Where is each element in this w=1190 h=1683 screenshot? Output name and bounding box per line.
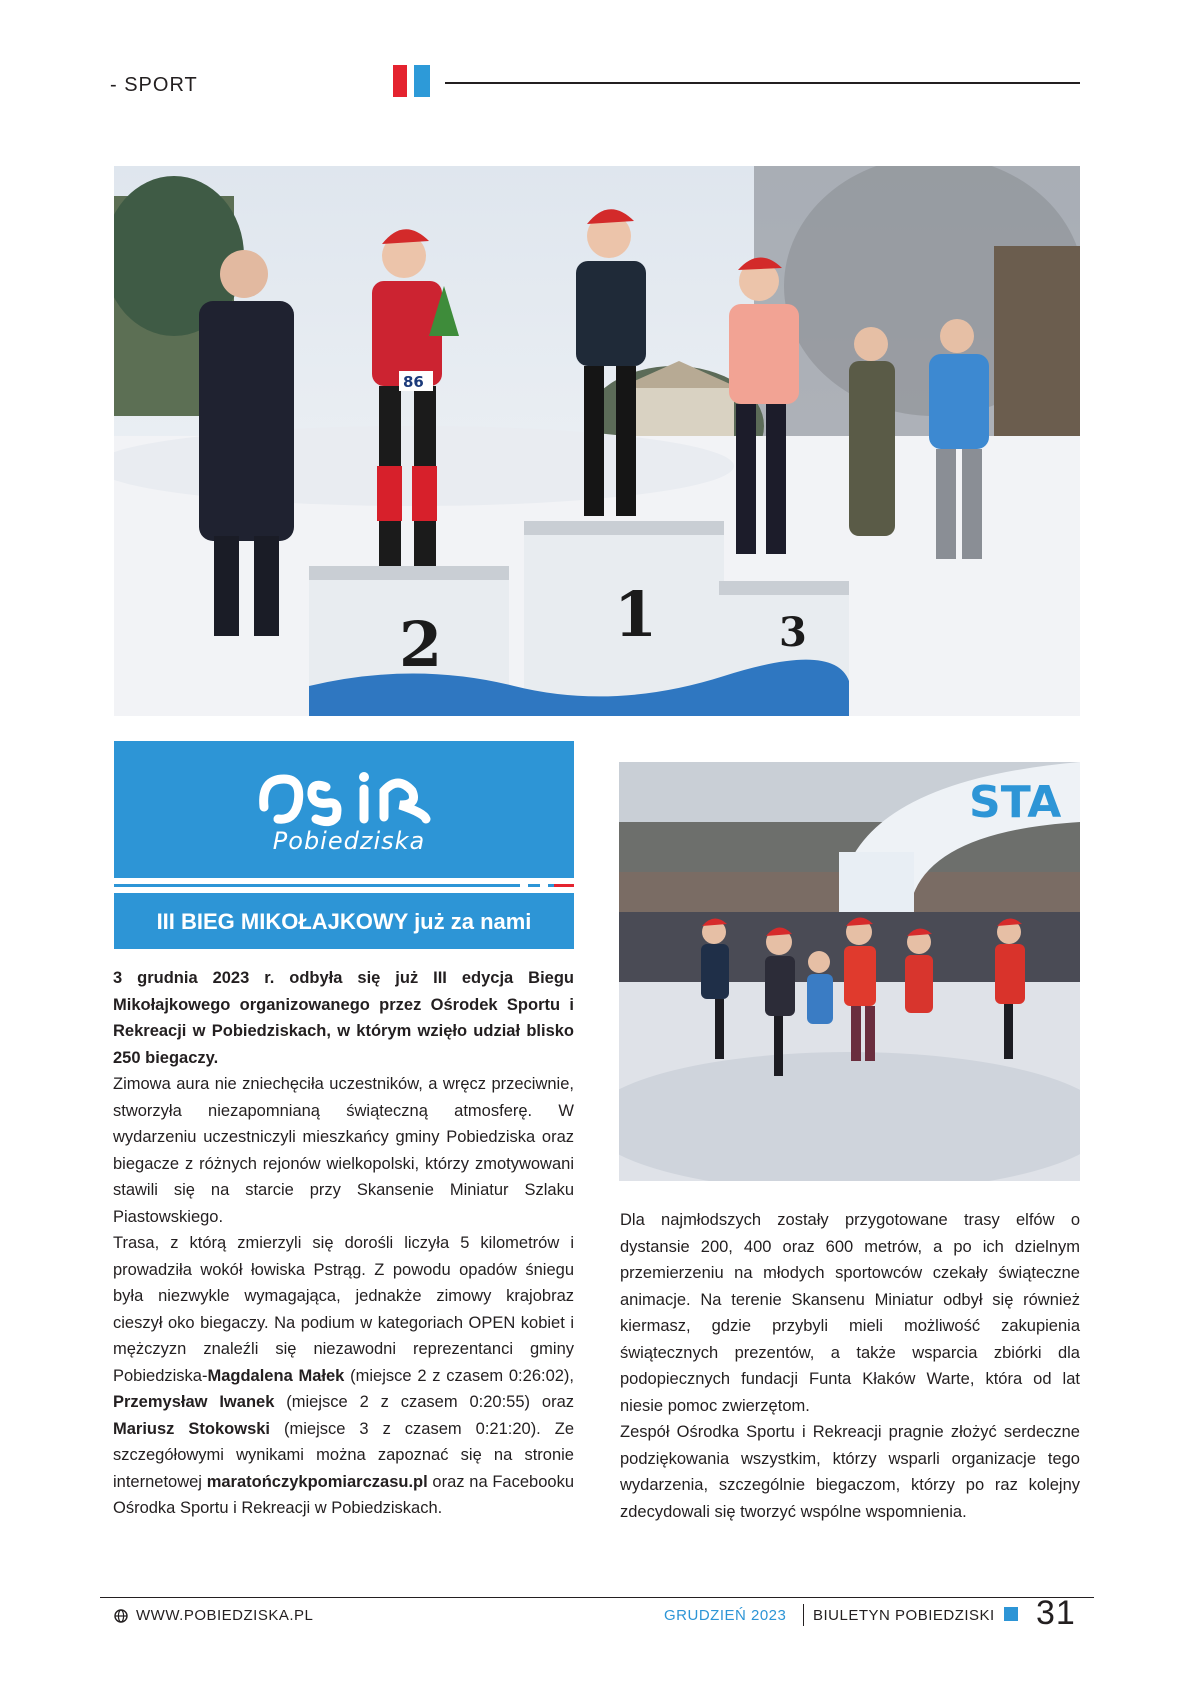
flag-icon xyxy=(393,65,430,97)
article-paragraph: Zespół Ośrodka Sportu i Rekreacji pragnie złożyć serdeczne podziękowania wszystkim, którzy wsparli organizacje tego wydarzenia, szczególnie biegaczom, którzy po raz kolejny zdecydowali się tworzyć wspólne wspomnienia. xyxy=(620,1423,1080,1521)
osir-logo-icon xyxy=(256,769,436,829)
article-column-right xyxy=(620,1207,1080,1525)
footer-separator xyxy=(803,1604,804,1626)
logo-text: Pobiedziska xyxy=(272,827,426,855)
results-site-link[interactable]: maratończykpomiarczasu.pl xyxy=(206,1472,428,1491)
stripe-gap xyxy=(520,884,528,887)
bib-number: 86 xyxy=(403,373,424,391)
footer-square-icon xyxy=(1004,1607,1018,1621)
article-paragraph: Zimowa aura nie zniechęciła uczestników, a wręcz przeciwnie, stworzyła niezapomnianą świąteczną atmosferę. W wydarzeniu uczestniczyli mieszkańcy gminy Pobiedziska oraz biegacze z różnych rejonów wielkopolski, którzy zmotywowani stawili się na starcie przy Skansenie Miniatur Szlaku Piastowskiego. xyxy=(113,1075,574,1226)
article-paragraph: Dla najmłodszych zostały przygotowane trasy elfów o dystansie 200, 400 oraz 600 metrów, a po ich dzielnym przemierzeniu na młodych sportowców czekały świąteczne animacje. Na terenie Skansenu Miniatur odbył się również kiermasz, gdzie przybyli mieli możliwość zakupienia świątecznych prezentów, a także wsparcia zbiórki dla podopiecznych fundacji Funta Kłaków Warte, która od lat niesie pomoc zwierzętom. xyxy=(620,1211,1080,1415)
runner-name: Magdalena Małek xyxy=(207,1366,345,1385)
runner-name: Przemysław Iwanek xyxy=(113,1393,275,1411)
start-photo xyxy=(619,762,1080,1181)
footer-publication: BIULETYN POBIEDZISKI xyxy=(813,1607,995,1624)
podium-photo xyxy=(114,166,1080,716)
podium-number-1: 1 xyxy=(614,578,658,651)
paragraph-text: oraz na Facebooku Ośrodka Sportu i Rekreacji w Pobiedziskach. xyxy=(113,1472,574,1517)
header-rule xyxy=(445,82,1080,84)
stripe-gap xyxy=(540,884,548,887)
article-paragraph xyxy=(113,1230,574,1522)
osir-logo-box xyxy=(114,741,574,878)
podium-number-2: 2 xyxy=(399,608,443,681)
article-title: III BIEG MIKOŁAJKOWY już za nami xyxy=(156,909,532,934)
runner-result: (miejsce 2 z czasem 0:26:02), xyxy=(344,1366,575,1385)
runner-result: (miejsce 3 z czasem 0:21:20). Ze szczegółowymi wynikami można zapoznać się na stronie internetowej xyxy=(113,1419,575,1491)
article-column-left xyxy=(113,965,574,1522)
stripe-red xyxy=(554,884,574,887)
footer-rule xyxy=(100,1597,1094,1598)
paragraph-text: Trasa, z którą zmierzyli się dorośli liczyła 5 kilometrów i prowadziła wokół łowiska Pstrąg. Z powodu opadów śniegu była niezwykle wymagająca, jednakże zimowy krajobraz cieszył oko biegaczy. Na podium w kategoriach OPEN kobiet i mężczyzn znaleźli się niezawodni reprezentanci gminy Pobiedziska- xyxy=(113,1234,574,1385)
article-title-bar xyxy=(114,893,574,949)
section-label: - SPORT xyxy=(110,74,198,96)
stripe-line xyxy=(114,884,574,887)
footer-website[interactable] xyxy=(114,1607,313,1624)
runner-result: (miejsce 2 z czasem 0:20:55) oraz xyxy=(274,1393,574,1411)
runner-name: Mariusz Stokowski xyxy=(113,1419,271,1438)
podium-number-3: 3 xyxy=(779,609,807,656)
article-lead: 3 grudnia 2023 r. odbyła się już III edycja Biegu Mikołajkowego organizowanego przez Ośrodek Sportu i Rekreacji w Pobiedziskach, w którym wzięło udział blisko 250 biegaczy. xyxy=(113,969,574,1067)
globe-icon xyxy=(114,1609,128,1623)
footer-date: GRUDZIEŃ 2023 xyxy=(664,1607,787,1624)
arch-banner-text: STA xyxy=(969,777,1062,828)
page-number: 31 xyxy=(1036,1594,1076,1632)
footer-website-text: WWW.POBIEDZISKA.PL xyxy=(136,1607,314,1624)
